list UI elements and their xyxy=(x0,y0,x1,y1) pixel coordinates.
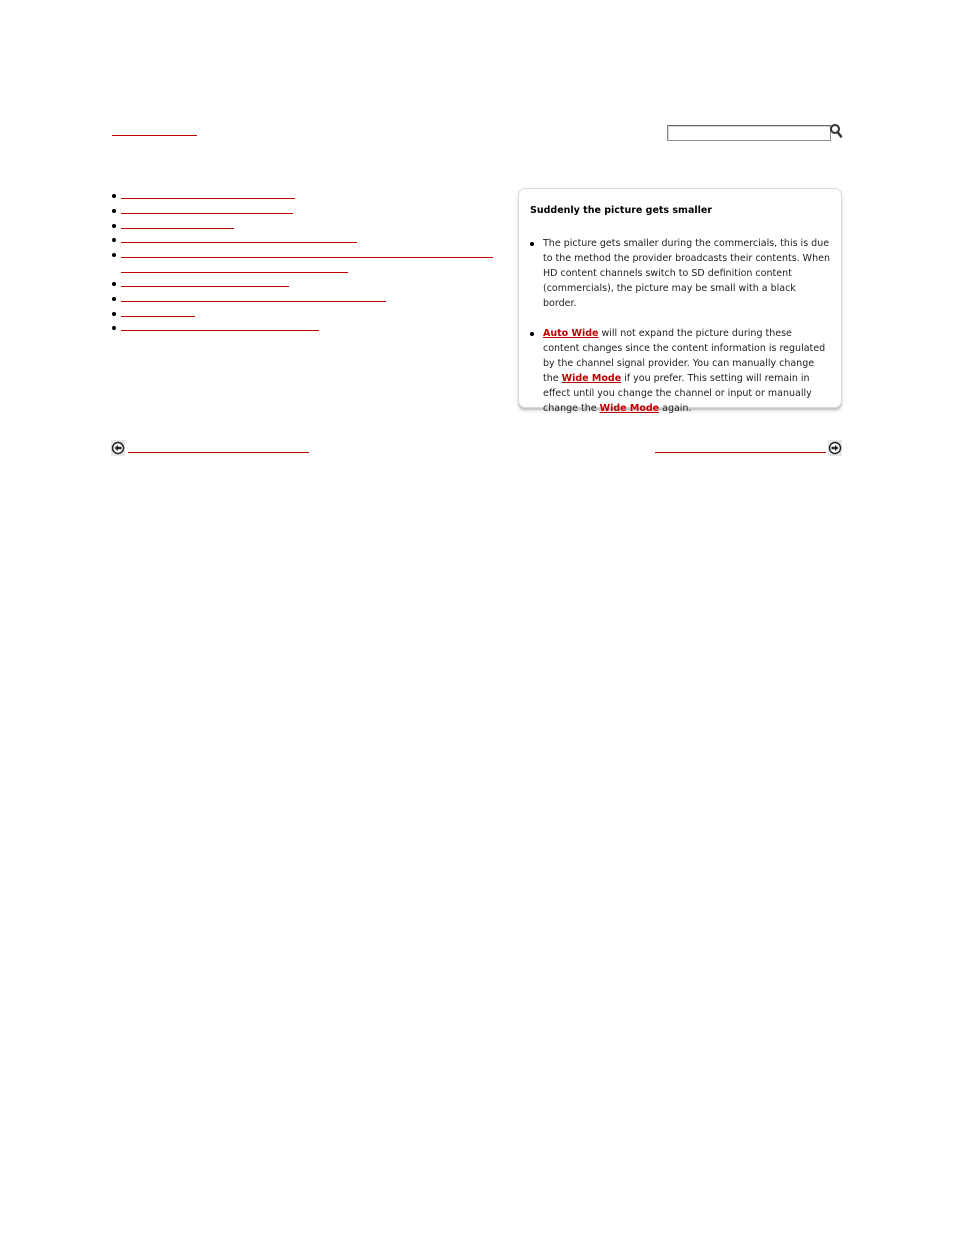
tip-text: if you prefer. This setting will remain in effect until you change the channel or input or manually change the xyxy=(543,373,812,414)
tip-text: will not expand the picture during these content changes since the content information is regulated by the channel signal provider. You can manually change the xyxy=(543,328,826,384)
arrow-left-circle-icon[interactable] xyxy=(111,440,125,456)
tip-box xyxy=(518,188,842,414)
wide-mode-link[interactable]: Wide Mode xyxy=(599,403,660,414)
list-link[interactable] xyxy=(121,213,293,214)
list-link[interactable] xyxy=(121,228,234,229)
previous-page-link[interactable] xyxy=(128,452,309,453)
tip-text: again. xyxy=(659,403,692,414)
tip-list xyxy=(530,236,830,416)
tip-bullet xyxy=(530,242,534,246)
wide-mode-link[interactable]: Wide Mode xyxy=(561,373,622,384)
tip-item xyxy=(530,236,830,311)
search-icon[interactable] xyxy=(829,123,843,139)
list-bullet xyxy=(112,253,116,257)
list-link[interactable] xyxy=(121,301,386,302)
list-link[interactable] xyxy=(121,257,493,258)
auto-wide-link[interactable]: Auto Wide xyxy=(543,328,599,339)
list-link[interactable] xyxy=(121,316,195,317)
search-input[interactable] xyxy=(667,125,831,141)
list-link[interactable] xyxy=(121,286,289,287)
list-bullet xyxy=(112,238,116,242)
list-bullet xyxy=(112,224,116,228)
list-bullet xyxy=(112,297,116,301)
tip-bullet xyxy=(530,332,534,336)
tip-title: Suddenly the picture gets smaller xyxy=(530,205,713,216)
arrow-right-circle-icon[interactable] xyxy=(828,440,842,456)
list-bullet xyxy=(112,194,116,198)
list-bullet xyxy=(112,282,116,286)
tip-text: The picture gets smaller during the commercials, this is due to the method the provider broadcasts their contents. When HD content channels switch to SD definition content (commercials), the picture may be small with a black border. xyxy=(543,238,830,309)
list-link[interactable] xyxy=(121,272,348,273)
list-bullet xyxy=(112,326,116,330)
next-page-link[interactable] xyxy=(655,452,826,453)
top-link[interactable] xyxy=(112,135,197,136)
list-link[interactable] xyxy=(121,330,319,331)
tip-item xyxy=(530,326,830,416)
list-link[interactable] xyxy=(121,198,295,199)
list-link[interactable] xyxy=(121,242,357,243)
list-bullet xyxy=(112,209,116,213)
list-bullet xyxy=(112,312,116,316)
